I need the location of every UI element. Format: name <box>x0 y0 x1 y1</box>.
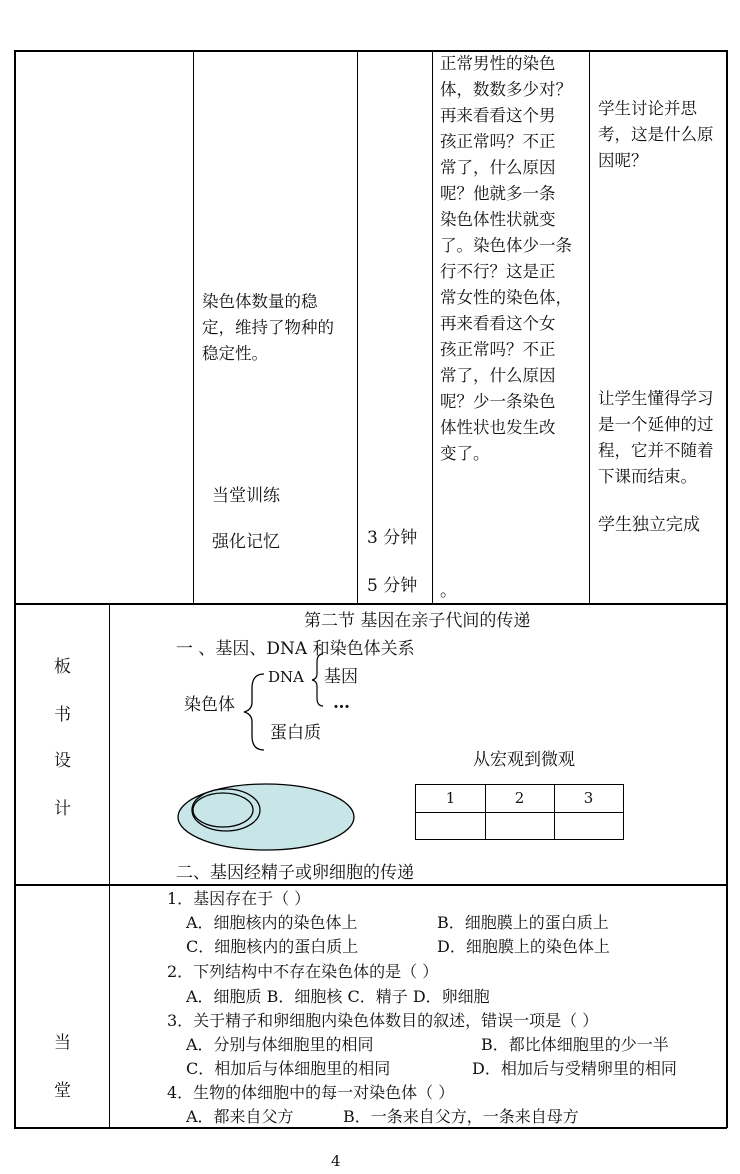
board-title: 第二节 基因在亲子代间的传递 <box>304 611 531 631</box>
student-discussion: 学生讨论并思 考，这是什么原 因呢？ <box>598 99 714 170</box>
ellipsis-label: … <box>333 693 350 713</box>
macro-micro-label: 从宏观到微观 <box>473 750 575 770</box>
nested-ellipses <box>175 781 360 853</box>
board-heading-1: 一 、基因、DNA 和染色体关系 <box>176 639 415 659</box>
practice-label-2: 堂 <box>54 1081 71 1101</box>
time-3min: 3 分钟 <box>367 528 418 548</box>
q4-option-a: A．都来自父方 <box>186 1107 294 1126</box>
teacher-activity: 正常男性的染色 体，数数多少对？ 再来看看这个男 孩正常吗？不正 常了，什么原因 呢？他就多一条 染色体性状就变 了。染色体少一条 行不行？这是正 常女性的染色体， 再来看看这个女 孩正常吗？不正 常了，什么原因 呢？少一条染色 体性状也发生改 变了。 <box>440 54 572 463</box>
protein-label: 蛋白质 <box>270 723 321 743</box>
question-1: 1．基因存在于（ ） <box>167 889 311 908</box>
board-label-2: 书 <box>54 705 71 725</box>
board-label-3: 设 <box>54 751 71 771</box>
board-label-1: 板 <box>54 657 71 677</box>
dna-label: DNA <box>268 668 304 686</box>
table-header-1: 1 <box>445 789 456 807</box>
q3-option-d: D．相加后与受精卵里的相同 <box>472 1059 677 1078</box>
board-heading-2: 二、基因经精子或卵细胞的传递 <box>176 863 414 883</box>
table-header-2: 2 <box>514 789 525 807</box>
right-border <box>726 50 728 1128</box>
left-border <box>14 50 16 1128</box>
question-4: 4．生物的体细胞中的每一对染色体（ ） <box>167 1083 455 1102</box>
learning-extension: 让学生懂得学习 是一个延伸的过 程，它并不随着 下课而结束。 <box>598 389 714 486</box>
dna-brace <box>310 652 326 708</box>
chromosome-brace <box>242 672 268 752</box>
col-divider-2 <box>357 50 358 603</box>
teacher-activity-end: 。 <box>440 581 457 601</box>
q1-option-d: D．细胞膜上的染色体上 <box>437 937 610 956</box>
q1-option-c: C．细胞核内的蛋白质上 <box>186 937 359 956</box>
q3-option-c: C．相加后与体细胞里的相同 <box>186 1059 391 1078</box>
q1-option-b: B．细胞膜上的蛋白质上 <box>437 913 609 932</box>
practice-label-1: 当 <box>54 1033 71 1053</box>
memory-label: 强化记忆 <box>212 532 280 552</box>
table-header-3: 3 <box>583 789 594 807</box>
board-label-4: 计 <box>54 799 71 819</box>
chromosome-label: 染色体 <box>184 695 235 715</box>
independent-work: 学生独立完成 <box>598 515 700 535</box>
q3-option-b: B．都比体细胞里的少一半 <box>481 1035 669 1054</box>
row-divider-board <box>14 603 727 605</box>
col-divider-4 <box>589 50 590 603</box>
col-divider-1 <box>193 50 194 603</box>
question-3: 3．关于精子和卵细胞内染色体数目的叙述，错误一项是（ ） <box>167 1011 599 1030</box>
time-5min: 5 分钟 <box>367 576 418 596</box>
practice-label: 当堂训练 <box>212 486 280 506</box>
q3-option-a: A．分别与体细胞里的相同 <box>186 1035 374 1054</box>
stability-note: 染色体数量的稳 定，维持了物种的 稳定性。 <box>202 292 334 363</box>
top-border <box>14 50 727 52</box>
q2-options: A．细胞质 B．细胞核 C．精子 D．卵细胞 <box>186 987 490 1006</box>
col-divider-3 <box>432 50 433 603</box>
sequence-table <box>415 784 624 840</box>
gene-label: 基因 <box>324 667 358 687</box>
q1-option-a: A．细胞核内的染色体上 <box>186 913 358 932</box>
q4-option-b: B．一条来自父方，一条来自母方 <box>343 1107 579 1126</box>
label-col-divider <box>109 603 110 1128</box>
page-number: 4 <box>331 1152 341 1170</box>
question-2: 2．下列结构中不存在染色体的是（ ） <box>167 962 439 981</box>
